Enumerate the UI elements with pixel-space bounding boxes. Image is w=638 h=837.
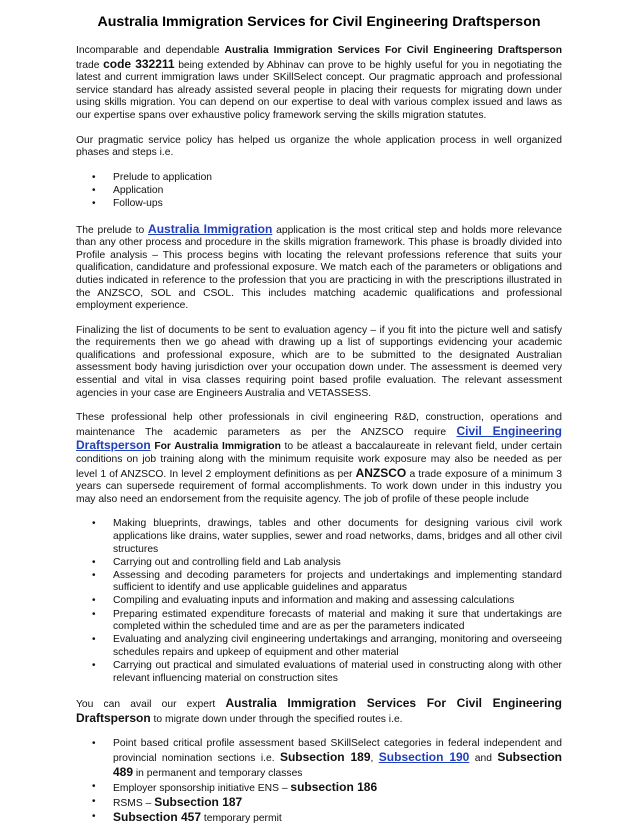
service-name-bold: Australia Immigration Services For Civil Engineering Draftsperson <box>76 696 562 725</box>
duties-list <box>76 518 562 685</box>
bullet-icon: • <box>92 197 96 209</box>
list-item: • Carrying out and controlling field and Lab analysis <box>92 556 341 568</box>
bullet-icon: • <box>92 780 96 792</box>
bullet-icon: • <box>92 595 96 607</box>
bullet-icon: • <box>92 569 96 581</box>
routes-intro-paragraph: You can avail our expert Australia Immigration Services For Civil Engineering Draftsperson to migrate down under through the specified routes i.e. <box>76 696 562 725</box>
occupation-code: code 332211 <box>103 56 175 71</box>
bullet-icon: • <box>92 634 96 646</box>
phases-list <box>76 172 562 211</box>
bullet-icon: • <box>92 556 96 568</box>
prelude-paragraph: The prelude to Australia Immigration application is the most critical step and holds more relevance than any other process and procedure in the skills migration framework. This phase is broadly divided into Profile analysis – This process begins with locating the relevant professions reference that suits your qualification, candidature and professional exposure. We match each of the parameters or obligations and duties indicated in reference to the profession that you are practicing in with the prescriptions illustrated in the ANZSCO, SOL and CSOL. This includes matching academic qualifications and professional employment experience. <box>76 221 563 312</box>
bullet-icon: • <box>92 795 96 807</box>
list-item: • Compiling and evaluating inputs and information and making and assessing calculations <box>92 595 515 607</box>
service-name-bold: Australia Immigration Services For Civil Engineering Draftsperson <box>224 45 563 56</box>
list-item: • Making blueprints, drawings, tables and other documents for designing various civil work applications like drains, water supplies, sewer and road networks, dams, bridges and all other civil structures <box>92 518 562 555</box>
subsection-190-link[interactable]: Subsection 190 <box>378 749 470 764</box>
bullet-icon: • <box>92 810 96 822</box>
intro-paragraph: Incomparable and dependable Australia Immigration Services For Civil Engineering Draftsperson trade code 332211 being extended by Abhinav can prove to be highly useful for you in negotiating the latest and current immigration laws under SKillSelect concept. Our pragmatic approach and professional service standard has already assisted several people in placing their requests for migrating down under using skills migration. You can depend on our expertise to deal with various complex issued and laws as our expertise spans over exhaustive policy framework serving the skills migration statutes. <box>76 45 563 121</box>
bullet-icon: • <box>92 184 96 196</box>
list-item: • Application <box>92 184 164 196</box>
list-item: • Employer sponsorship initiative ENS – subsection 186 <box>92 779 378 794</box>
anzsco-bold: ANZSCO <box>355 465 407 480</box>
list-item: • Follow-ups <box>92 197 163 209</box>
bullet-icon: • <box>92 608 96 620</box>
document-title: Australia Immigration Services for Civil Engineering Draftsperson <box>97 14 541 30</box>
list-item: • Carrying out practical and simulated evaluations of material used in constructing along with other relevant influencing material on construction sites <box>92 659 562 684</box>
documents-paragraph: Finalizing the list of documents to be sent to evaluation agency – if you fit into the picture well and satisfy the requirements then we go ahead with drawing up a list of supportings evidencing your academic qualifications and professional exposure, which are to be submitted to the designated Australian assessment body having jurisdiction over your occupation down under. The assessment is deemed very essential and vital in visa classes requiring point based profile evaluation. The relevant assessment agencies in your case are Engineers Australia and VETASSESS. <box>76 324 562 399</box>
civil-engineering-draftsperson-link[interactable]: Civil Engineering Draftsperson <box>76 423 563 453</box>
list-item: • Point based critical profile assessment based SKillSelect categories in federal independent and provincial nomination sections i.e. Subsection 189, Subsection 190 and Subsection 489 in permanent and temporary classes <box>92 738 562 779</box>
list-item: • Evaluating and analyzing civil engineering undertakings and arranging, monitoring and overseeing schedules repairs and upkeep of equipment and other material <box>92 634 562 658</box>
list-item: • Preparing estimated expenditure forecasts of material and making it sure that undertakings are completed within the scheduled time and are as per the parameters indicated <box>92 608 562 633</box>
phases-intro-paragraph: Our pragmatic service policy has helped us organize the whole application process in well organized phases and steps i.e. <box>76 134 562 159</box>
bullet-icon: • <box>92 738 96 750</box>
australia-immigration-link[interactable]: Australia Immigration <box>148 221 273 236</box>
bullet-icon: • <box>92 171 96 183</box>
bullet-icon: • <box>92 518 96 530</box>
document-page <box>76 14 562 837</box>
list-item: • Assessing and decoding parameters for projects and undertakings and implementing standard sufficient to identify and use applicable guidelines and apparatus <box>92 569 562 594</box>
bullet-icon: • <box>92 659 96 671</box>
routes-list <box>76 738 562 825</box>
list-item: • Subsection 457 temporary permit <box>92 809 282 824</box>
list-item: • RSMS – Subsection 187 <box>92 794 243 809</box>
list-item: • Prelude to application <box>92 171 213 183</box>
profession-paragraph: These professional help other professionals in civil engineering R&D, construction, operations and maintenance The academic parameters as per the ANZSCO require Civil Engineering Draftsperson For Australia Immigration to be atleast a baccalaureate in relevant field, under certain conditions on job training along with the minimum requisite work exposure may also be needed as per level 1 of ANZSCO. In level 2 employment definitions as per ANZSCO a trade exposure of a minimum 3 years can supersede requirement of formal accomplishments. To work down under in this industry you may also need an endorsement from the requisite agency. The job of profile of these people include <box>76 412 563 505</box>
